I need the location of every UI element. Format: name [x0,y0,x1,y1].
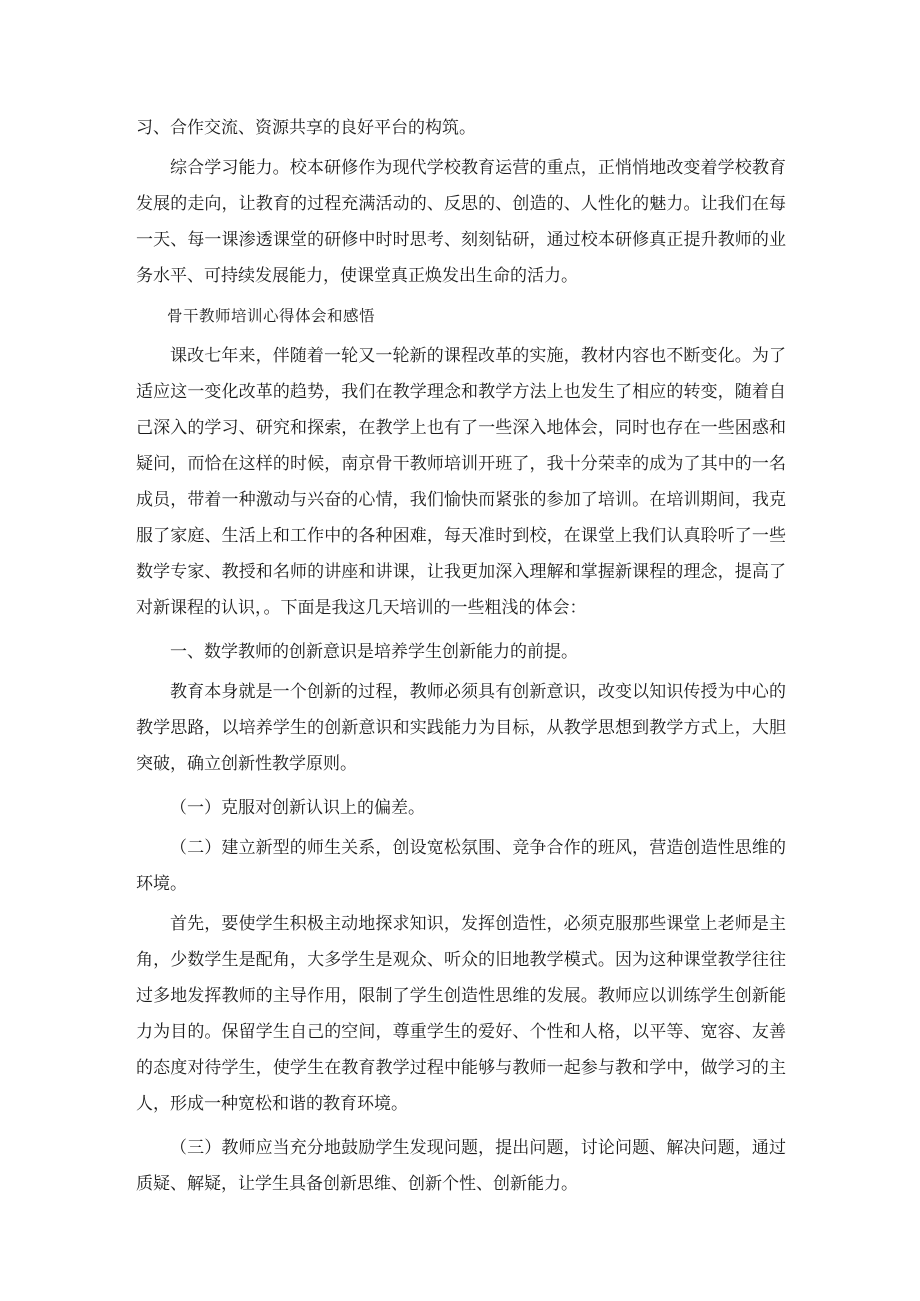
paragraph-innovation: 教育本身就是一个创新的过程，教师必须具有创新意识，改变以知识传授为中心的教学思路，以培养学生的创新意识和实践能力为目标，从教学思想到教学方式上，大胆突破，确立创新性教学原则。 [136,682,786,774]
section-heading-1: 一、数学教师的创新意识是培养学生创新能力的前提。 [170,642,578,662]
paragraph-continuation: 习、合作交流、资源共享的良好平台的构筑。 [136,118,476,138]
paragraph-intro: 课改七年来，伴随着一轮又一轮新的课程改革的实施，教材内容也不断变化。为了适应这一变化改革的趋势，我们在教学理念和教学方法上也发生了相应的转变，随着自己深入的学习、研究和探索，在教学上也有了一些深入地体会，同时也存在一些困惑和疑问，而恰在这样的时候，南京骨干教师培训开班了，我十分荣幸的成为了其中的一名成员，带着一种激动与兴奋的心情，我们愉快而紧张的参加了培训。在培训期间，我克服了家庭、生活上和工作中的各种困难，每天准时到校，在课堂上我们认真聆听了一些数学专家、教授和名师的讲座和讲课，让我更加深入理解和掌握新课程的理念，提高了对新课程的认识，。下面是我这几天培训的一些粗浅的体会： [136,346,786,618]
subheading-3: （三）教师应当充分地鼓励学生发现问题，提出问题，讨论问题、解决问题，通过质疑、解疑，让学生具备创新思维、创新个性、创新能力。 [136,1138,786,1194]
paragraph-school-research: 综合学习能力。校本研修作为现代学校教育运营的重点，正悄悄地改变着学校教育发展的走向，让教育的过程充满活动的、反思的、创造的、人性化的魅力。让我们在每一天、每一课渗透课堂的研修中时时思考、刻刻钻研，通过校本研修真正提升教师的业务水平、可持续发展能力，使课堂真正焕发出生命的活力。 [136,158,786,286]
document-page [136,110,786,1202]
subheading-1: （一）克服对创新认识上的偏差。 [170,798,425,818]
article-title: 骨干教师培训心得体会和感悟 [167,307,376,325]
paragraph-first: 首先，要使学生积极主动地探求知识，发挥创造性，必须克服那些课堂上老师是主角，少数学生是配角，大多学生是观众、听众的旧地教学模式。因为这种课堂教学往往过多地发挥教师的主导作用，限制了学生创造性思维的发展。教师应以训练学生创新能力为目的。保留学生自己的空间，尊重学生的爱好、个性和人格，以平等、宽容、友善的态度对待学生，使学生在教育教学过程中能够与教师一起参与教和学中，做学习的主人，形成一种宽松和谐的教育环境。 [136,914,786,1114]
subheading-2: （二）建立新型的师生关系，创设宽松氛围、竞争合作的班风，营造创造性思维的环境。 [136,838,786,894]
